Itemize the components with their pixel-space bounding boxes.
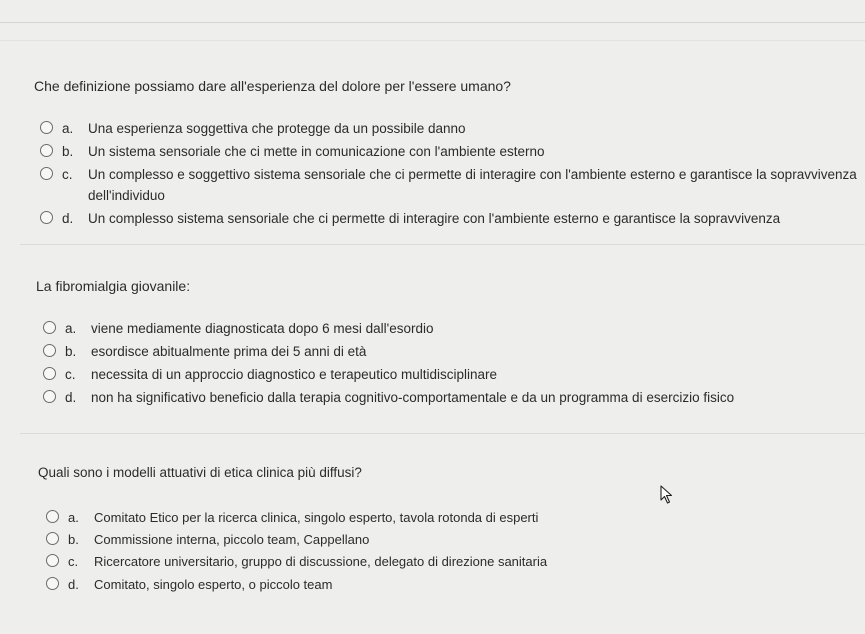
option-text-line-2: dell'individuo [88,188,165,203]
radio-button[interactable] [43,344,56,357]
option-text: viene mediamente diagnosticata dopo 6 mesi dall'esordio [91,321,434,336]
option-letter: d. [65,390,77,405]
option-text: Una esperienza soggettiva che protegge da un possibile danno [88,121,466,136]
q1-option-b[interactable] [40,141,545,162]
option-letter: c. [68,554,79,569]
q2-option-b[interactable] [43,341,366,362]
mouse-pointer-icon [660,485,676,505]
radio-button[interactable] [43,390,56,403]
q1-option-c[interactable] [40,164,857,206]
option-text: Comitato, singolo esperto, o piccolo team [94,577,333,592]
radio-button[interactable] [40,211,53,224]
option-letter: b. [62,144,74,159]
option-text: Ricercatore universitario, gruppo di discussione, delegato di direzione sanitaria [94,554,548,569]
option-letter: b. [65,344,77,359]
option-letter: d. [68,577,79,592]
question-divider [20,244,865,245]
radio-button[interactable] [46,577,59,590]
top-divider [0,22,865,23]
radio-button[interactable] [46,510,59,523]
option-text: Un complesso e soggettivo sistema sensoriale che ci permette di interagire con l'ambiente esterno e garantisce la sopravvivenza [88,167,857,182]
radio-button[interactable] [40,121,53,134]
option-text: esordisce abitualmente prima dei 5 anni di età [91,344,367,359]
option-text: Commissione interna, piccolo team, Cappellano [94,532,370,547]
option-text: non ha significativo beneficio dalla terapia cognitivo-comportamentale e da un programma di esercizio fisico [91,390,735,405]
q3-option-a[interactable] [46,507,538,528]
q2-option-a[interactable] [43,318,434,339]
question-3-text: Quali sono i modelli attuativi di etica clinica più diffusi? [38,465,362,480]
radio-button[interactable] [46,554,59,567]
option-letter: c. [65,367,76,382]
radio-button[interactable] [40,167,53,180]
q3-option-d[interactable] [46,574,332,595]
q1-option-d[interactable] [40,208,780,229]
radio-button[interactable] [46,532,59,545]
q3-option-c[interactable] [46,551,547,572]
top-divider-2 [0,40,865,41]
q1-option-a[interactable] [40,118,466,139]
radio-button[interactable] [43,367,56,380]
question-1-text: Che definizione possiamo dare all'esperienza del dolore per l'essere umano? [34,78,511,94]
option-text: Un sistema sensoriale che ci mette in comunicazione con l'ambiente esterno [88,144,545,159]
option-letter: a. [68,510,79,525]
question-divider [20,433,865,434]
option-letter: a. [65,321,77,336]
radio-button[interactable] [40,144,53,157]
question-2-text: La fibromialgia giovanile: [36,278,191,294]
option-letter: b. [68,532,79,547]
q2-option-d[interactable] [43,387,734,408]
option-letter: a. [62,121,74,136]
option-text: Un complesso sistema sensoriale che ci permette di interagire con l'ambiente esterno e garantisce la sopravvivenza [88,211,781,226]
q3-option-b[interactable] [46,529,369,550]
option-letter: d. [62,211,74,226]
option-letter: c. [62,167,73,182]
q2-option-c[interactable] [43,364,497,385]
option-text: necessita di un approccio diagnostico e terapeutico multidisciplinare [91,367,497,382]
radio-button[interactable] [43,321,56,334]
option-text: Comitato Etico per la ricerca clinica, singolo esperto, tavola rotonda di esperti [94,510,539,525]
